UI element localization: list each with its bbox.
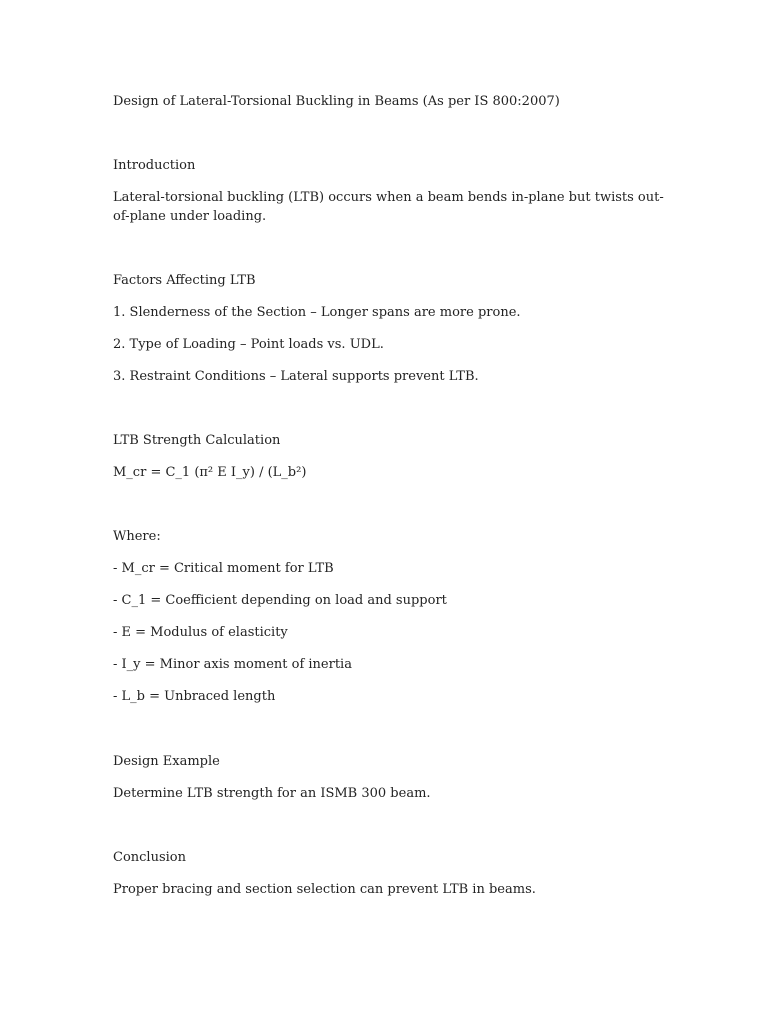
document-title: Design of Lateral-Torsional Buckling in Beams (As per IS 800:2007) bbox=[113, 94, 560, 109]
example-paragraph: Determine LTB strength for an ISMB 300 beam. bbox=[113, 786, 431, 801]
factor-item-loading: 2. Type of Loading – Point loads vs. UDL. bbox=[113, 337, 384, 352]
factor-item-restraint: 3. Restraint Conditions – Lateral supports prevent LTB. bbox=[113, 369, 479, 384]
conclusion-heading: Conclusion bbox=[113, 850, 186, 865]
conclusion-paragraph: Proper bracing and section selection can prevent LTB in beams. bbox=[113, 882, 536, 897]
introduction-paragraph: Lateral-torsional buckling (LTB) occurs when a beam bends in-plane but twists out-of-plane under loading. bbox=[113, 190, 664, 224]
strength-heading: LTB Strength Calculation bbox=[113, 433, 281, 448]
factors-heading: Factors Affecting LTB bbox=[113, 273, 256, 288]
definition-e: - E = Modulus of elasticity bbox=[113, 625, 288, 640]
ltb-formula: M_cr = C_1 (π² E I_y) / (L_b²) bbox=[113, 465, 307, 480]
definition-iy: - I_y = Minor axis moment of inertia bbox=[113, 657, 352, 672]
introduction-heading: Introduction bbox=[113, 158, 196, 173]
where-heading: Where: bbox=[113, 529, 161, 544]
factor-item-slenderness: 1. Slenderness of the Section – Longer spans are more prone. bbox=[113, 305, 521, 320]
definition-mcr: - M_cr = Critical moment for LTB bbox=[113, 561, 334, 576]
definition-c1: - C_1 = Coefficient depending on load and support bbox=[113, 593, 447, 608]
definition-lb: - L_b = Unbraced length bbox=[113, 689, 276, 704]
example-heading: Design Example bbox=[113, 754, 220, 769]
